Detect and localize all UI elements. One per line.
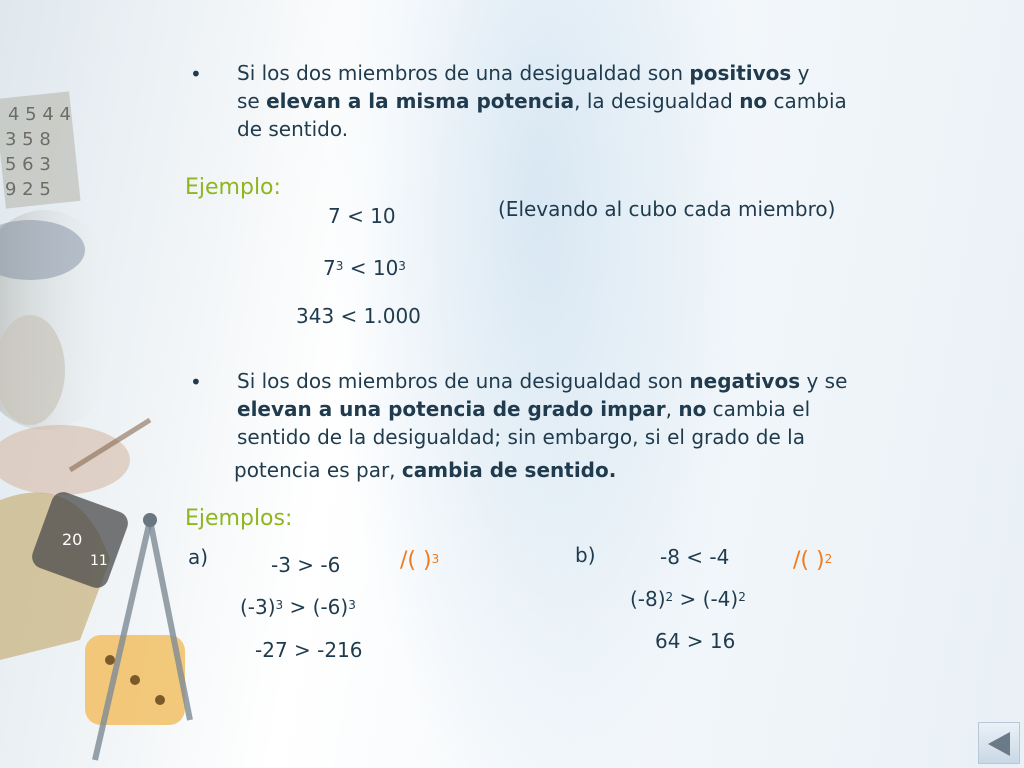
keyword-potencia-impar: elevan a una potencia de grado impar	[237, 397, 666, 421]
keyword-cambia-sentido: cambia de sentido.	[401, 458, 617, 482]
example-a-operation: /( )$^3$	[400, 548, 440, 573]
number-tablet-image	[0, 91, 81, 208]
keyword-elevan-misma-potencia: elevan a la misma potencia	[266, 89, 575, 113]
example-b-label: b)	[575, 543, 596, 567]
rule-negative-paragraph: Si los dos miembros de una desigualdad son negativos y se elevan a una potencia de grado impar, no cambia el sentido de la desigualdad; sin embargo, si el grado de la	[237, 369, 848, 449]
example-b-operation: /( )$^2$	[793, 548, 833, 573]
keyword-no: no	[739, 89, 768, 113]
example-b-step1: -8 < -4	[660, 545, 730, 569]
scholar-portrait-image	[0, 210, 125, 430]
example1-step1: 7 < 10	[328, 204, 396, 228]
example-b-step2: $(-8)^2 > (-4)^2$	[630, 587, 746, 611]
heading-ejemplos: Ejemplos:	[185, 506, 293, 531]
previous-arrow-icon	[988, 732, 1010, 756]
example1-note: (Elevando al cubo cada miembro)	[498, 197, 836, 221]
svg-text:9 2 5: 9 2 5	[5, 179, 51, 200]
keyword-no-2: no	[678, 397, 707, 421]
example-a-step1: -3 > -6	[271, 553, 341, 577]
svg-text:5 6 3: 5 6 3	[5, 154, 51, 175]
keyword-negativos: negativos	[689, 369, 801, 393]
hand-writing-image	[0, 420, 150, 495]
example-a-step3: -27 > -216	[255, 638, 363, 662]
keyword-positivos: positivos	[689, 61, 792, 85]
heading-ejemplo: Ejemplo:	[185, 175, 281, 200]
example-a-step2: $(-3)^3 > (-6)^3$	[240, 595, 356, 619]
svg-text:20: 20	[62, 530, 83, 549]
example-a-label: a)	[188, 545, 209, 569]
rule-negative-last-line: potencia es par, cambia de sentido.	[234, 458, 617, 482]
svg-text:4 5 4 4: 4 5 4 4	[8, 104, 71, 125]
example1-step2: $7^3 < 10^3$	[323, 256, 406, 280]
rule-positive-paragraph: Si los dos miembros de una desigualdad son positivos y se elevan a la misma potencia, la desigualdad no cambia de sentido.	[237, 61, 847, 141]
svg-text:11: 11	[90, 553, 108, 569]
svg-text:3 5 8: 3 5 8	[5, 129, 51, 150]
example-b-step3: 64 > 16	[655, 629, 736, 653]
previous-slide-button[interactable]	[978, 722, 1020, 764]
bullet-2: •	[190, 370, 202, 394]
bullet-1: •	[190, 62, 202, 86]
decorative-math-collage	[0, 0, 200, 768]
example1-step3: 343 < 1.000	[296, 304, 421, 328]
